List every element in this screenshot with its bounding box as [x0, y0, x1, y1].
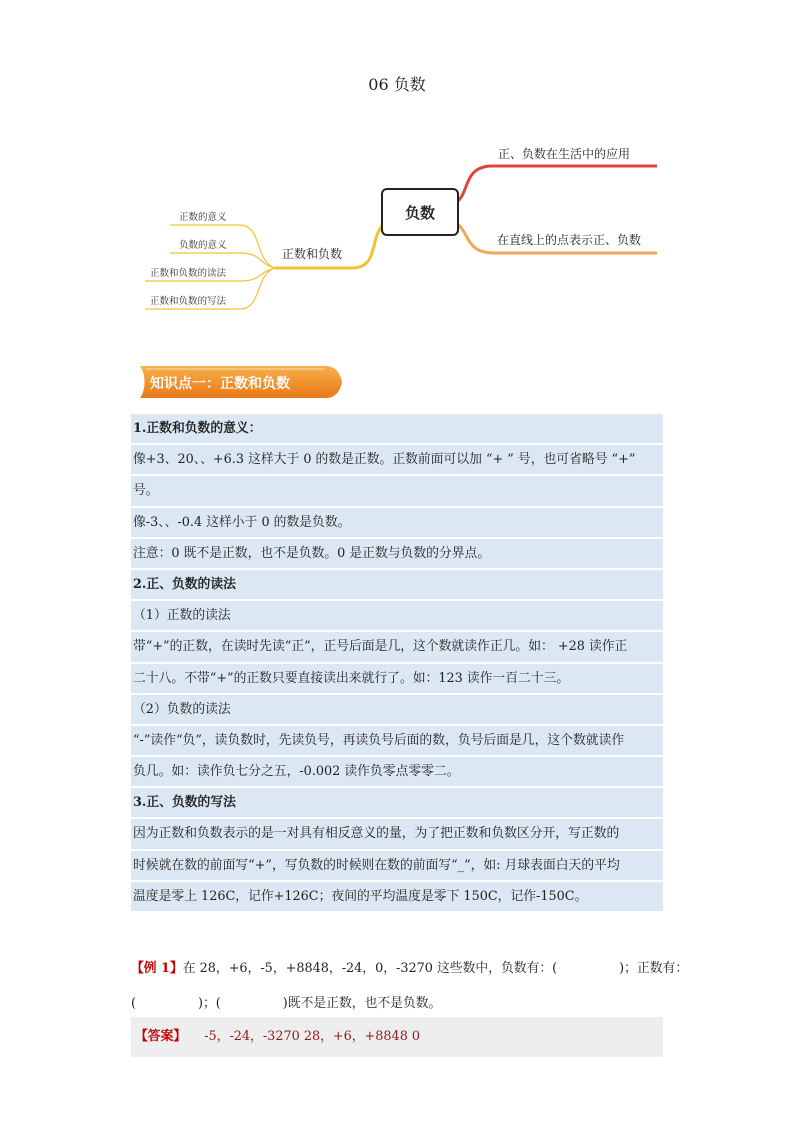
example-blank-mid: )；( — [198, 996, 221, 1011]
knowledge-block — [131, 414, 663, 913]
mindmap-left-label: 正数和负数 — [282, 247, 343, 261]
knowledge-row: 号。 — [131, 476, 663, 505]
knowledge-row: 温度是零上 126C，记作+126C；夜间的平均温度是零下 150C，记作-150C。 — [131, 882, 663, 911]
knowledge-row: （1）正数的读法 — [131, 601, 663, 630]
knowledge-row: 3.正、负数的写法 — [131, 788, 663, 817]
example-tag: 【例 1】 — [131, 961, 183, 976]
page-title: 06 负数 — [368, 75, 426, 94]
example-line-1 — [131, 957, 688, 976]
knowledge-row: 二十八。不带“+”的正数只要直接读出来就行了。如：123 读作一百二十三。 — [131, 664, 663, 693]
knowledge-row: （2）负数的读法 — [131, 695, 663, 724]
example-line-2 — [131, 992, 441, 1011]
mindmap-item-1: 正数的意义 — [179, 212, 227, 223]
knowledge-row: 像+3、20、、+6.3 这样大于 0 的数是正数。正数前面可以加 “+ ” 号，也可省略号 “+” — [131, 445, 663, 474]
knowledge-row: 因为正数和负数表示的是一对具有相反意义的量，为了把正数和负数区分开，写正数的 — [131, 819, 663, 848]
section-banner-label: 知识点一：正数和负数 — [150, 376, 290, 392]
example-question-end: )；正数有： — [619, 961, 689, 976]
answer-tag: 【答案】 — [135, 1029, 187, 1044]
knowledge-row: 带“+”的正数，在读时先读“正”，正号后面是几，这个数就读作正几。如： +28 读作正 — [131, 632, 663, 661]
knowledge-row: 注意：0 既不是正数，也不是负数。0 是正数与负数的分界点。 — [131, 539, 663, 568]
example-question-tail: )既不是正数，也不是负数。 — [282, 996, 442, 1011]
mindmap-branches — [0, 0, 794, 330]
knowledge-row: 2.正、负数的读法 — [131, 570, 663, 599]
example-question: 在 28，+6，-5，+8848，-24，0，-3270 这些数中，负数有：( — [182, 961, 558, 976]
mindmap-item-3: 正数和负数的读法 — [150, 268, 227, 279]
knowledge-row: 像-3、、-0.4 这样小于 0 的数是负数。 — [131, 508, 663, 537]
mindmap-center: 负数 — [381, 188, 459, 236]
answer-value: -5，-24，-3270 28，+6，+8848 0 — [204, 1029, 421, 1044]
example-blank-open: ( — [131, 996, 136, 1011]
knowledge-row: 时候就在数的前面写“+”，写负数的时候则在数的前面写“_”，如: 月球表面白天的平均 — [131, 851, 663, 880]
mindmap-right-bottom-label: 在直线上的点表示正、负数 — [497, 233, 642, 247]
knowledge-row: 负几。如：读作负七分之五，-0.002 读作负零点零零二。 — [131, 757, 663, 786]
mindmap-item-4: 正数和负数的写法 — [150, 296, 227, 307]
answer-row — [131, 1017, 663, 1057]
mindmap-item-2: 负数的意义 — [179, 240, 227, 251]
mindmap-right-top-label: 正、负数在生活中的应用 — [498, 147, 631, 161]
knowledge-row: “-”读作“负”，读负数时，先读负号，再读负号后面的数，负号后面是几，这个数就读作 — [131, 726, 663, 755]
branch-right-top — [455, 166, 657, 203]
knowledge-row: 1.正数和负数的意义： — [131, 414, 663, 443]
